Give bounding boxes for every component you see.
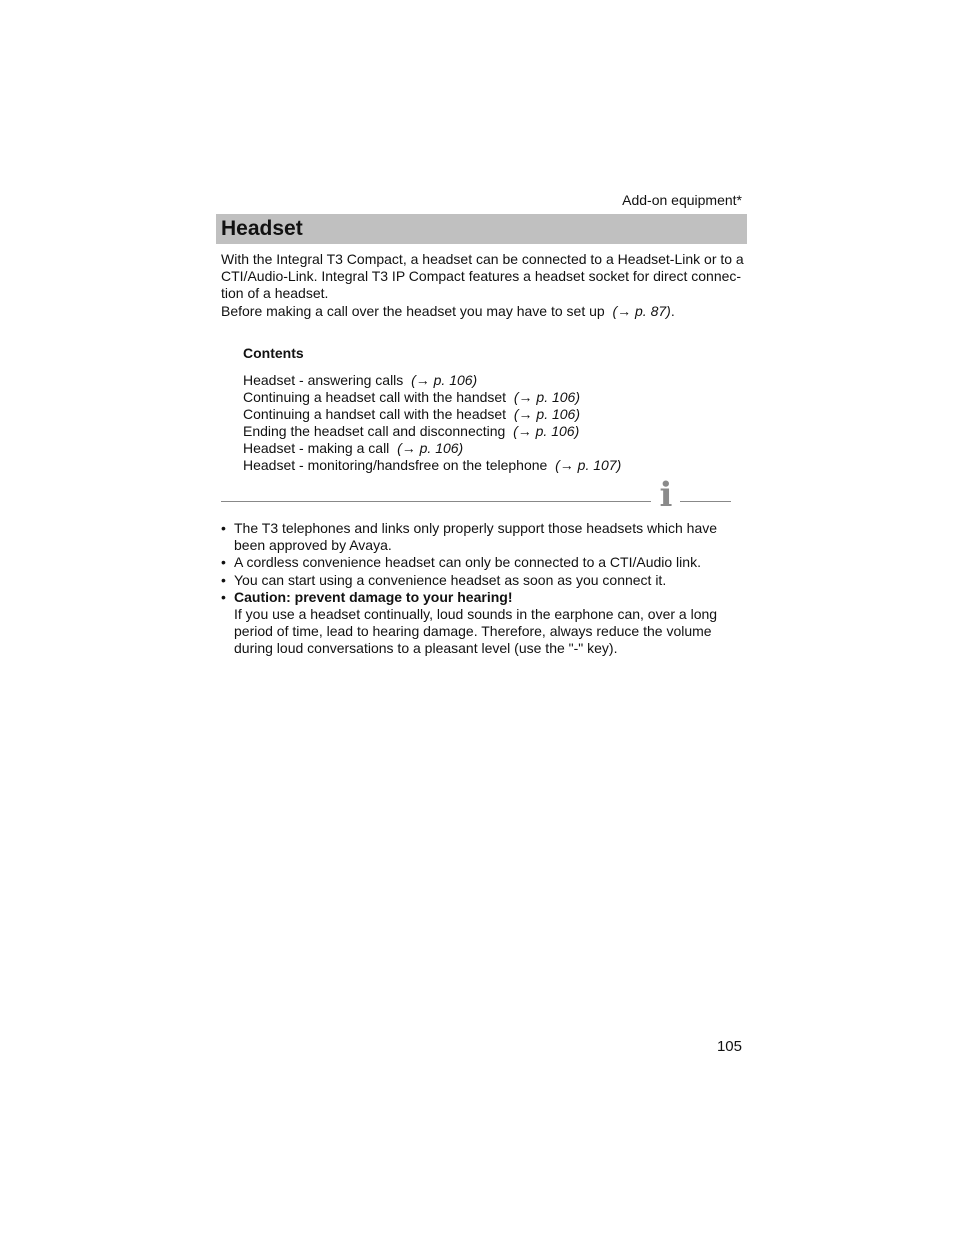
note-line: been approved by Avaya. (234, 537, 392, 554)
note-line: A cordless convenience headset can only be connected to a CTI/Audio link. (234, 554, 701, 571)
title-bar (216, 214, 747, 244)
contents-item-ref[interactable]: (→ p. 106) (513, 406, 580, 423)
contents-list (243, 372, 621, 475)
note-item (221, 520, 731, 554)
page-title: Headset (221, 217, 303, 240)
contents-item-ref[interactable]: (→ p. 106) (513, 389, 580, 406)
intro-line: tion of a headset. (221, 285, 329, 302)
contents-item[interactable] (243, 423, 621, 440)
contents-item-label: Headset - making a call (243, 440, 390, 457)
note-line: during loud conversations to a pleasant level (use the "-" key). (234, 640, 618, 657)
intro-line: With the Integral T3 Compact, a headset can be connected to a Headset-Link or to a (221, 251, 744, 267)
contents-item-ref[interactable]: (→ p. 106) (513, 423, 580, 440)
bullet: • (221, 571, 226, 588)
contents-item[interactable] (243, 406, 621, 423)
setup-text: Before making a call over the headset you may have to set up (221, 302, 605, 319)
bullet: • (221, 588, 226, 605)
note-line: You can start using a convenience headset as soon as you connect it. (234, 571, 667, 588)
contents-item-label: Headset - answering calls (243, 372, 404, 388)
contents-item-ref[interactable]: (→ p. 107) (555, 457, 622, 474)
bullet: • (221, 520, 226, 536)
contents-item-label: Continuing a headset call with the handset (243, 389, 507, 406)
caution-heading (234, 589, 731, 606)
contents-item[interactable] (243, 457, 621, 474)
contents-item[interactable] (243, 440, 621, 457)
note-item-caution (221, 589, 731, 658)
contents-item-ref[interactable]: (→ p. 106) (411, 372, 478, 388)
setup-sentence (221, 303, 746, 320)
contents-heading: Contents (243, 345, 304, 361)
page-number: 105 (716, 1038, 742, 1055)
setup-page-ref[interactable]: (→ p. 87) (612, 302, 671, 319)
intro-text (221, 251, 746, 320)
note-item (221, 572, 731, 589)
bullet: • (221, 554, 226, 571)
contents-item[interactable] (243, 389, 621, 406)
contents-item-ref[interactable]: (→ p. 106) (397, 440, 464, 457)
section-label: Add-on equipment* (622, 192, 742, 208)
note-item (221, 554, 731, 571)
note-line: period of time, lead to hearing damage. Therefore, always reduce the volume (234, 623, 712, 640)
contents-item-label: Continuing a handset call with the headset (243, 406, 507, 423)
info-notes (221, 520, 731, 658)
note-line: If you use a headset continually, loud sounds in the earphone can, over a long (234, 606, 718, 623)
info-divider-left (221, 501, 651, 502)
info-icon: i (659, 475, 673, 515)
note-line: The T3 telephones and links only properly support those headsets which have (234, 520, 718, 536)
contents-item-label: Ending the headset call and disconnecting (243, 423, 506, 440)
intro-line: CTI/Audio-Link. Integral T3 IP Compact features a headset socket for direct connec- (221, 268, 742, 285)
caution-bold: Caution: prevent damage to your hearing! (234, 588, 513, 605)
contents-item[interactable] (243, 372, 621, 389)
info-divider-right (680, 501, 731, 502)
setup-end: . (670, 302, 675, 319)
contents-item-label: Headset - monitoring/handsfree on the telephone (243, 457, 548, 474)
